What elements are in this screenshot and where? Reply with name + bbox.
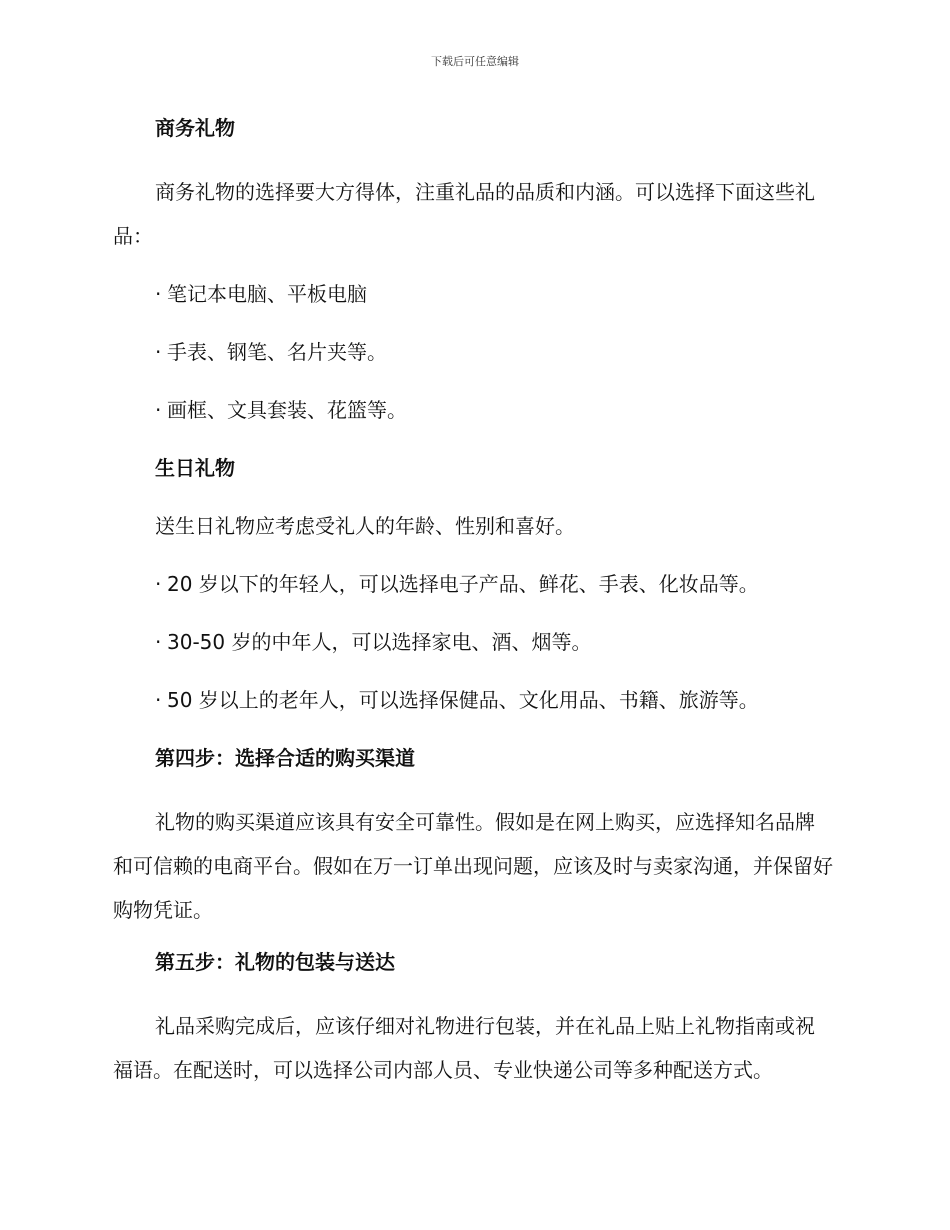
business-gifts-intro: 商务礼物的选择要大方得体，注重礼品的品质和内涵。可以选择下面这些礼品： bbox=[113, 180, 815, 248]
list-item bbox=[113, 336, 833, 368]
step5-body: 礼品采购完成后，应该仔细对礼物进行包装，并在礼品上贴上礼物指南或祝福语。在配送时，可以选择公司内部人员、专业快递公司等多种配送方式。 bbox=[113, 1014, 815, 1082]
list-item-text: 画框、文具套装、花篮等。 bbox=[167, 398, 407, 422]
list-item-text: 笔记本电脑、平板电脑 bbox=[167, 282, 367, 306]
list-item bbox=[113, 568, 833, 600]
list-item bbox=[113, 684, 833, 716]
bullet-dot: · bbox=[155, 282, 162, 306]
list-item-text: 手表、钢笔、名片夹等。 bbox=[167, 340, 387, 364]
list-item bbox=[113, 394, 833, 426]
section-title-step4: 第四步：选择合适的购买渠道 bbox=[155, 746, 415, 770]
birthday-gifts-intro: 送生日礼物应考虑受礼人的年龄、性别和喜好。 bbox=[155, 514, 575, 538]
section-title-step5: 第五步：礼物的包装与送达 bbox=[155, 950, 395, 974]
list-item-text: 20 岁以下的年轻人，可以选择电子产品、鲜花、手表、化妆品等。 bbox=[167, 572, 759, 596]
list-item bbox=[113, 626, 833, 658]
list-item bbox=[113, 278, 833, 310]
bullet-dot: · bbox=[155, 340, 162, 364]
bullet-dot: · bbox=[155, 688, 162, 712]
bullet-dot: · bbox=[155, 572, 162, 596]
page-header: 下载后可任意编辑 bbox=[431, 55, 519, 68]
section-title-business-gifts: 商务礼物 bbox=[155, 116, 235, 140]
list-item-text: 50 岁以上的老年人，可以选择保健品、文化用品、书籍、旅游等。 bbox=[167, 688, 759, 712]
step4-body: 礼物的购买渠道应该具有安全可靠性。假如是在网上购买，应选择知名品牌和可信赖的电商平台。假如在万一订单出现问题，应该及时与卖家沟通，并保留好购物凭证。 bbox=[113, 810, 833, 922]
bullet-dot: · bbox=[155, 630, 162, 654]
list-item-text: 30-50 岁的中年人，可以选择家电、酒、烟等。 bbox=[167, 630, 592, 654]
section-title-birthday-gifts: 生日礼物 bbox=[155, 456, 235, 480]
document-body bbox=[113, 112, 833, 1106]
bullet-dot: · bbox=[155, 398, 162, 422]
